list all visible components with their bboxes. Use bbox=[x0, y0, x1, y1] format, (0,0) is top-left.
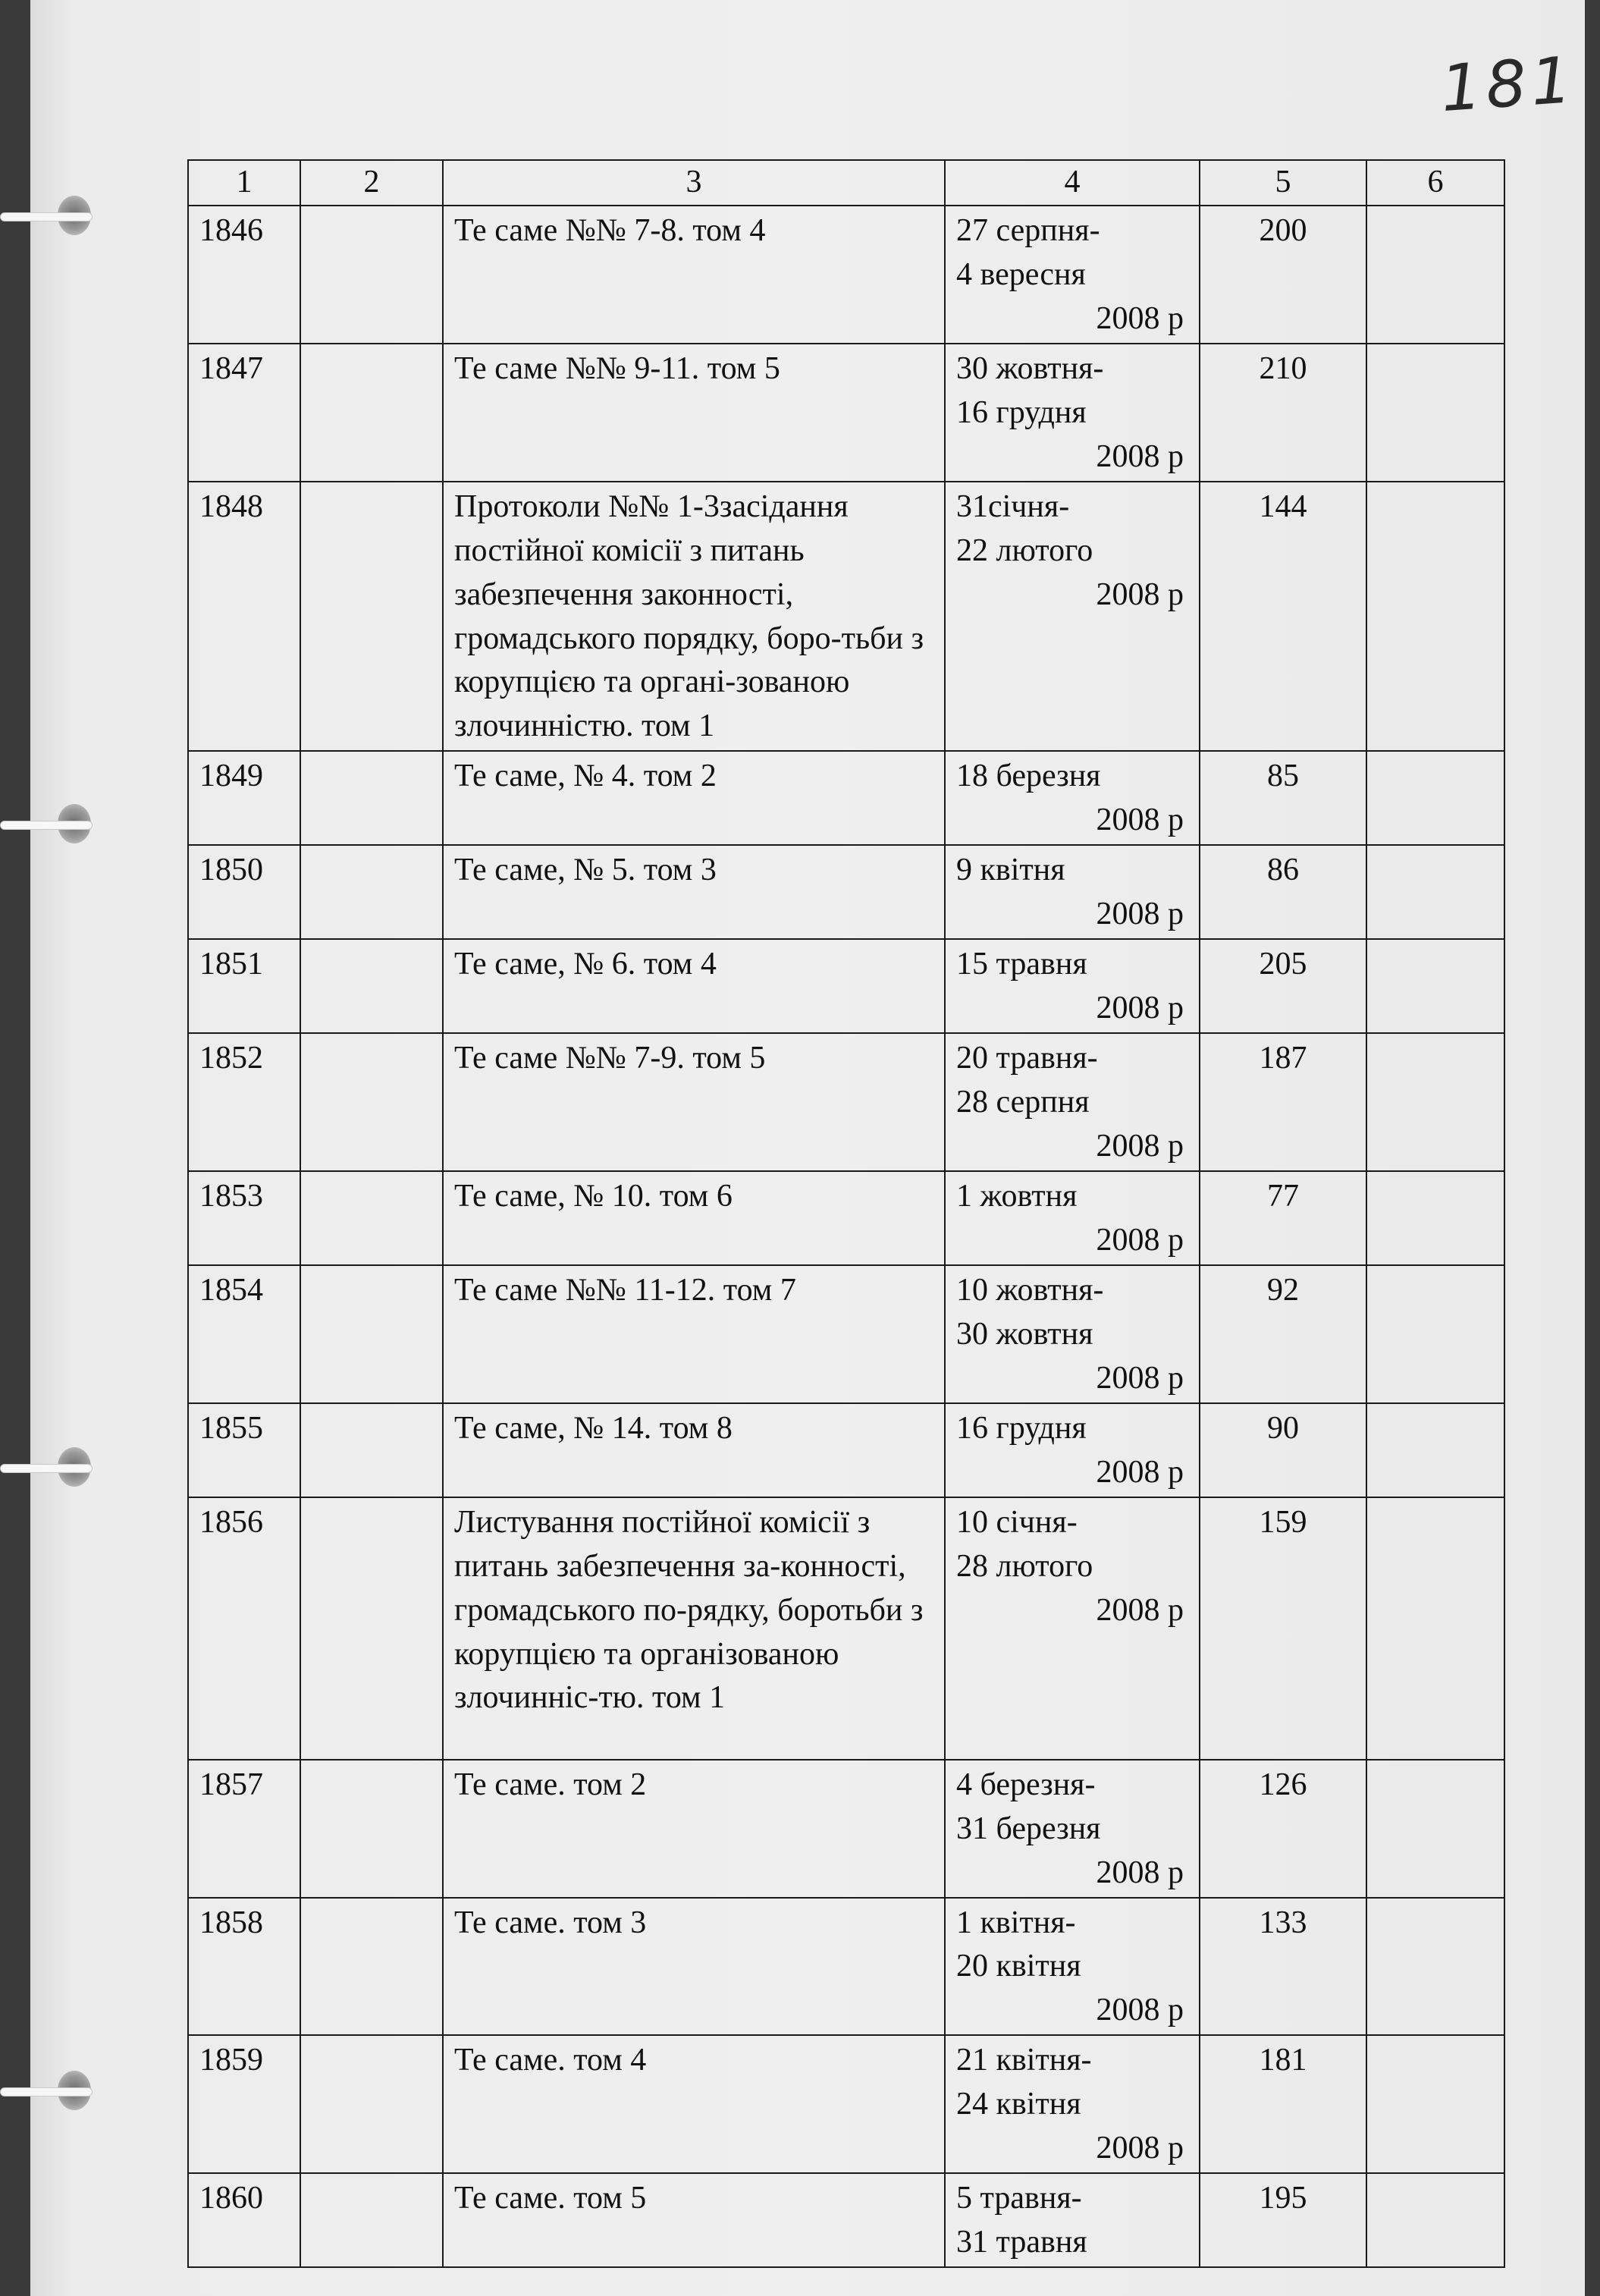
table-row bbox=[188, 1171, 1504, 1265]
case-number-cell: 1851 bbox=[188, 939, 300, 1033]
date-line: 28 лютого bbox=[956, 1548, 1093, 1584]
date-year: 2008 р bbox=[1096, 576, 1184, 612]
column-header: 5 bbox=[1200, 160, 1366, 206]
table-row bbox=[188, 206, 1504, 344]
column-header: 1 bbox=[188, 160, 300, 206]
table-row bbox=[188, 482, 1504, 752]
sheet-count-cell: 159 bbox=[1200, 1497, 1366, 1760]
date-range-cell bbox=[945, 482, 1200, 752]
date-range-cell bbox=[945, 1265, 1200, 1403]
date-line: 31 березня bbox=[956, 1811, 1101, 1846]
date-range-cell bbox=[945, 845, 1200, 939]
column-2-cell bbox=[300, 206, 443, 344]
table-row bbox=[188, 1497, 1504, 1760]
case-title-cell: Листування постійної комісії з питань забезпечення за-конності, громадського по-рядку, боротьби з корупцією та організованою злочинніс-тю. том 1 bbox=[443, 1497, 945, 1760]
binding-string bbox=[0, 1464, 93, 1473]
table-row bbox=[188, 1033, 1504, 1171]
table-header-row bbox=[188, 160, 1504, 206]
date-line: 31 травня bbox=[956, 2225, 1087, 2260]
column-2-cell bbox=[300, 1403, 443, 1497]
column-2-cell bbox=[300, 1265, 443, 1403]
table-row bbox=[188, 845, 1504, 939]
case-title-cell: Те саме. том 2 bbox=[443, 1760, 945, 1898]
date-range-cell bbox=[945, 206, 1200, 344]
case-number-cell: 1847 bbox=[188, 344, 300, 482]
date-line: 1 квітня- bbox=[956, 1905, 1076, 1940]
table-row bbox=[188, 344, 1504, 482]
sheet-count-cell: 77 bbox=[1200, 1171, 1366, 1265]
notes-cell bbox=[1366, 1033, 1504, 1171]
binding-string bbox=[0, 821, 93, 830]
date-range-cell bbox=[945, 751, 1200, 845]
column-header: 2 bbox=[300, 160, 443, 206]
table-row bbox=[188, 1760, 1504, 1898]
column-2-cell bbox=[300, 1171, 443, 1265]
column-header: 6 bbox=[1366, 160, 1504, 206]
notes-cell bbox=[1366, 2035, 1504, 2173]
sheet-count-cell: 210 bbox=[1200, 344, 1366, 482]
date-year: 2008 р bbox=[1096, 1129, 1184, 1164]
case-number-cell: 1857 bbox=[188, 1760, 300, 1898]
date-range-cell bbox=[945, 1760, 1200, 1898]
notes-cell bbox=[1366, 751, 1504, 845]
date-range-cell bbox=[945, 1497, 1200, 1760]
case-title-cell: Те саме, № 14. том 8 bbox=[443, 1403, 945, 1497]
case-number-cell: 1853 bbox=[188, 1171, 300, 1265]
sheet-count-cell: 126 bbox=[1200, 1760, 1366, 1898]
date-range-cell bbox=[945, 939, 1200, 1033]
date-range-cell bbox=[945, 344, 1200, 482]
date-year: 2008 р bbox=[1096, 438, 1184, 474]
notes-cell bbox=[1366, 939, 1504, 1033]
case-number-cell: 1848 bbox=[188, 482, 300, 752]
sheet-count-cell: 133 bbox=[1200, 1898, 1366, 2036]
date-line: 1 жовтня bbox=[956, 1178, 1078, 1214]
date-line: 9 квітня bbox=[956, 853, 1065, 888]
date-line: 27 серпня- bbox=[956, 212, 1100, 248]
sheet-count-cell: 90 bbox=[1200, 1403, 1366, 1497]
case-title-cell: Те саме. том 5 bbox=[443, 2173, 945, 2267]
date-year: 2008 р bbox=[1096, 897, 1184, 932]
date-range-cell bbox=[945, 2173, 1200, 2267]
date-year: 2008 р bbox=[1096, 1592, 1184, 1628]
sheet-count-cell: 181 bbox=[1200, 2035, 1366, 2173]
case-number-cell: 1855 bbox=[188, 1403, 300, 1497]
date-line: 10 жовтня- bbox=[956, 1272, 1104, 1308]
date-range-cell bbox=[945, 1171, 1200, 1265]
column-2-cell bbox=[300, 1033, 443, 1171]
date-year: 2008 р bbox=[1096, 991, 1184, 1026]
binding-string bbox=[0, 212, 93, 221]
case-title-cell: Те саме. том 4 bbox=[443, 2035, 945, 2173]
table-row bbox=[188, 1265, 1504, 1403]
case-number-cell: 1849 bbox=[188, 751, 300, 845]
date-line: 31січня- bbox=[956, 488, 1070, 524]
notes-cell bbox=[1366, 482, 1504, 752]
column-2-cell bbox=[300, 482, 443, 752]
date-line: 30 жовтня bbox=[956, 1316, 1093, 1352]
case-title-cell: Те саме. том 3 bbox=[443, 1898, 945, 2036]
date-line: 4 вересня bbox=[956, 256, 1086, 292]
date-year: 2008 р bbox=[1096, 1222, 1184, 1258]
case-number-cell: 1854 bbox=[188, 1265, 300, 1403]
notes-cell bbox=[1366, 1497, 1504, 1760]
date-year: 2008 р bbox=[1096, 1360, 1184, 1396]
date-line: 28 серпня bbox=[956, 1085, 1090, 1120]
notes-cell bbox=[1366, 845, 1504, 939]
date-range-cell bbox=[945, 1033, 1200, 1171]
column-2-cell bbox=[300, 2035, 443, 2173]
case-number-cell: 1856 bbox=[188, 1497, 300, 1760]
table-row bbox=[188, 1403, 1504, 1497]
case-title-cell: Те саме, № 5. том 3 bbox=[443, 845, 945, 939]
sheet-count-cell: 92 bbox=[1200, 1265, 1366, 1403]
date-range-cell bbox=[945, 2035, 1200, 2173]
sheet-count-cell: 205 bbox=[1200, 939, 1366, 1033]
notes-cell bbox=[1366, 2173, 1504, 2267]
date-line: 15 травня bbox=[956, 947, 1087, 982]
date-line: 16 грудня bbox=[956, 1410, 1087, 1446]
handwritten-page-number: 181 bbox=[1438, 42, 1579, 127]
table-row bbox=[188, 751, 1504, 845]
date-range-cell bbox=[945, 1403, 1200, 1497]
case-number-cell: 1860 bbox=[188, 2173, 300, 2267]
column-2-cell bbox=[300, 1497, 443, 1760]
notes-cell bbox=[1366, 206, 1504, 344]
case-number-cell: 1859 bbox=[188, 2035, 300, 2173]
case-title-cell: Те саме №№ 7-9. том 5 bbox=[443, 1033, 945, 1171]
sheet-count-cell: 144 bbox=[1200, 482, 1366, 752]
column-header: 4 bbox=[945, 160, 1200, 206]
table-row bbox=[188, 939, 1504, 1033]
date-year: 2008 р bbox=[1096, 2131, 1184, 2166]
date-line: 21 квітня- bbox=[956, 2043, 1092, 2078]
date-line: 4 березня- bbox=[956, 1767, 1096, 1802]
date-year: 2008 р bbox=[1096, 803, 1184, 838]
case-title-cell: Те саме №№ 11-12. том 7 bbox=[443, 1265, 945, 1403]
date-year: 2008 р bbox=[1096, 1993, 1184, 2028]
notes-cell bbox=[1366, 1171, 1504, 1265]
binding-string bbox=[0, 2087, 93, 2097]
date-line: 10 січня- bbox=[956, 1504, 1078, 1540]
sheet-count-cell: 195 bbox=[1200, 2173, 1366, 2267]
column-2-cell bbox=[300, 1898, 443, 2036]
column-2-cell bbox=[300, 344, 443, 482]
case-number-cell: 1850 bbox=[188, 845, 300, 939]
case-title-cell: Протоколи №№ 1-3засідання постійної комісії з питань забезпечення законності, громадського порядку, боро-тьби з корупцією та органі-зованою злочинністю. том 1 bbox=[443, 482, 945, 752]
case-number-cell: 1852 bbox=[188, 1033, 300, 1171]
notes-cell bbox=[1366, 1898, 1504, 2036]
case-title-cell: Те саме №№ 7-8. том 4 bbox=[443, 206, 945, 344]
table-row bbox=[188, 2035, 1504, 2173]
table-body bbox=[188, 206, 1504, 2267]
date-line: 24 квітня bbox=[956, 2087, 1081, 2122]
date-year: 2008 р bbox=[1096, 1454, 1184, 1490]
column-2-cell bbox=[300, 845, 443, 939]
case-number-cell: 1846 bbox=[188, 206, 300, 344]
table-row bbox=[188, 1898, 1504, 2036]
date-line: 16 грудня bbox=[956, 394, 1087, 430]
notes-cell bbox=[1366, 1760, 1504, 1898]
sheet-count-cell: 200 bbox=[1200, 206, 1366, 344]
notes-cell bbox=[1366, 1403, 1504, 1497]
date-year: 2008 р bbox=[1096, 300, 1184, 336]
column-2-cell bbox=[300, 2173, 443, 2267]
case-title-cell: Те саме, № 4. том 2 bbox=[443, 751, 945, 845]
case-title-cell: Те саме №№ 9-11. том 5 bbox=[443, 344, 945, 482]
date-line: 22 лютого bbox=[956, 532, 1093, 568]
date-line: 18 березня bbox=[956, 759, 1101, 794]
date-line: 5 травня- bbox=[956, 2181, 1082, 2216]
case-title-cell: Те саме, № 10. том 6 bbox=[443, 1171, 945, 1265]
case-number-cell: 1858 bbox=[188, 1898, 300, 2036]
date-line: 30 жовтня- bbox=[956, 350, 1104, 386]
notes-cell bbox=[1366, 1265, 1504, 1403]
sheet-count-cell: 86 bbox=[1200, 845, 1366, 939]
archive-register-table bbox=[187, 159, 1505, 2268]
column-header: 3 bbox=[443, 160, 945, 206]
date-line: 20 травня- bbox=[956, 1041, 1098, 1076]
sheet-count-cell: 187 bbox=[1200, 1033, 1366, 1171]
case-title-cell: Те саме, № 6. том 4 bbox=[443, 939, 945, 1033]
date-range-cell bbox=[945, 1898, 1200, 2036]
column-2-cell bbox=[300, 1760, 443, 1898]
table-row bbox=[188, 2173, 1504, 2267]
sheet-count-cell: 85 bbox=[1200, 751, 1366, 845]
column-2-cell bbox=[300, 751, 443, 845]
column-2-cell bbox=[300, 939, 443, 1033]
date-year: 2008 р bbox=[1096, 1855, 1184, 1890]
date-line: 20 квітня bbox=[956, 1949, 1081, 1984]
notes-cell bbox=[1366, 344, 1504, 482]
